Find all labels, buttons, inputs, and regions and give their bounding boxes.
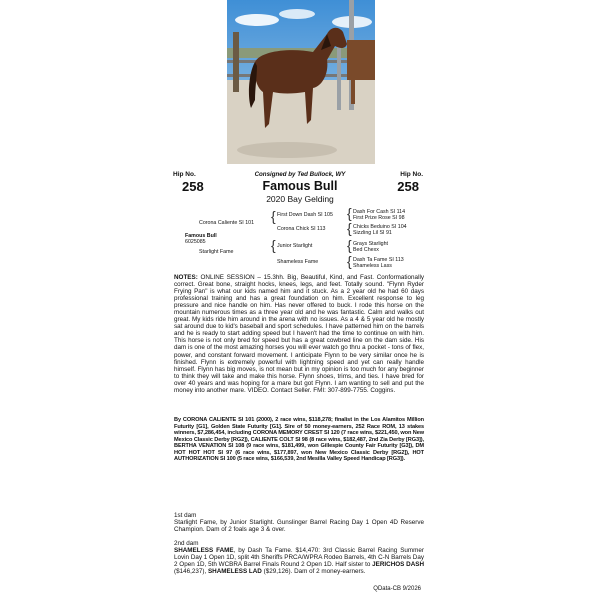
- brace-sire: {: [271, 208, 276, 224]
- pedigree-horse: Famous Bull: [185, 233, 217, 239]
- first-dam-text: Starlight Fame, by Junior Starlight. Gunslinger Barrel Racing Day 1 Open 4D Reserve Champion. Dam of 2 foals age 3 & over.: [174, 519, 424, 534]
- pedigree-ds: Junior Starlight: [277, 243, 313, 249]
- pedigree-ss: First Down Dash SI 105: [277, 212, 333, 218]
- first-dam-label: 1st dam: [174, 512, 197, 519]
- pedigree-sd: Corona Chick SI 113: [277, 226, 326, 232]
- pedigree-dd: Shameless Fame: [277, 259, 319, 265]
- pedigree-reg-number: 6025085: [185, 239, 206, 245]
- pedigree-dam: Starlight Fame: [199, 249, 234, 255]
- pedigree-sss: Dash For Cash SI 114: [353, 209, 406, 215]
- hip-label-left: Hip No.: [173, 171, 196, 178]
- pedigree-ssd: First Prize Rose SI 98: [353, 215, 405, 221]
- brace-dd: {: [347, 253, 352, 269]
- catalog-page: [171, 0, 429, 600]
- pedigree-ddd: Shameless Lass: [353, 263, 392, 269]
- consigned-by: Consigned by Ted Bullock, WY: [254, 171, 346, 178]
- jerichos-dash: JERICHOS DASH: [372, 561, 424, 569]
- pedigree-sds: Chicks Beduino SI 104: [353, 224, 407, 230]
- horse-photo: [227, 0, 375, 164]
- shameless-lad: SHAMELESS LAD: [207, 568, 262, 576]
- notes-paragraph: [174, 274, 424, 394]
- brace-ds: {: [347, 237, 352, 253]
- second-dam-text-b: ($146,237),: [174, 568, 208, 576]
- pedigree-sire: Corona Caliente SI 101: [199, 220, 255, 226]
- footer-code: QData-CB 9/2026: [373, 586, 421, 592]
- second-dam-text-a: , by Dash Ta Fame. $14,470: 3rd Classic Barrel Racing Summer Lovin Day 1 Open 1D, split 4th Sheriffs PRCA/WPRA Rodeo Barrels, 4th C-N Barrels Day 2 Open 1D, 5th WCBRA Barrel Finals Round 2 Open 1D. Half sister to: [174, 547, 424, 569]
- second-dam-label: 2nd dam: [174, 540, 199, 547]
- pedigree-sdd: Sizzling Lil SI 91: [353, 230, 392, 236]
- pedigree-dsd: Bed Chexx: [353, 247, 379, 253]
- hip-number-right: 258: [397, 179, 419, 194]
- second-dam-name: SHAMELESS FAME: [174, 547, 234, 554]
- brace-dam: {: [271, 237, 276, 253]
- notes-text: ONLINE SESSION – 15.3hh. Big, Beautiful, Kind, and Fast. Conformationally correct. Great bone, straight hocks, knees, legs, and feet. Totally sound. "Flynn Ryder Frying Pan" is what our kids named him and it stuck. As a 2 year old he had 60 days professional training and has a great foundation on him. Excellent response to leg pressure and nice handle on him. Has never offered to buck. I rode this horse on the mountain numerous times as a three year old and he was fantastic. Calm and walks out great. My kids ride him around in the arena with no issues. As a 4 & 5 year old he mostly sat around due to kid's baseball and sport schedules. I have patterned him on the barrels and he is ready to start adding speed but I haven't had the time to continue on with him. This horse is not only bred for speed but has a great cowbred line on the dam side. His dam is one of the most amazing horses you will ever watch go thru a pocket - tons of flex, power, and constant forward movement. I anticipate Flynn to be very similar once he is finished. Flynn is extremely powerful with lightning speed and yet can really handle himself. Flynn has big moves, is not mean but in my opinion is too much for any beginner to think they will take and make this horse. Flynn shoes, trims, and ties. I have bred for over 40 years and was hoping for a mare but got Flynn. I am wanting to sell and put the money into another mare. VIDEO. Contact Seller. FMI: 307-899-7755. Coggins.: [174, 274, 425, 394]
- brace-ss: {: [347, 205, 352, 221]
- year-color-sex: 2020 Bay Gelding: [266, 194, 334, 204]
- second-dam-text: [174, 547, 424, 575]
- pedigree-dss: Grays Starlight: [353, 241, 389, 247]
- horse-name: Famous Bull: [262, 179, 338, 193]
- hip-label-right: Hip No.: [400, 171, 423, 178]
- brace-sd: {: [347, 220, 352, 236]
- sire-info: By CORONA CALIENTE SI 101 (2000), 2 race wins, $118,278; finalist in the Los Alamitos Million Futurity [G1], Golden State Futurity [G1]. Sire of 50 money-earners, 252 Race ROM, 13 stakes winners, $7,286,454, including CORONA MEMORY CREST SI 120 (7 race wins, $221,450, won New Mexico Classic Derby [RG2]), CALIENTE COLT SI 98 (8 race wins, $182,487, 2nd Zia Derby [RG3]), BERTHA VENATION SI 108 (9 race wins, $181,499, won Gillespie County Fair Futurity [G3]), DM HOT HOT HOT SI 97 (6 race wins, $177,897, won New Mexico Classic Derby [RG2]), HOT AUTHORIZATION SI 100 (5 race wins, $166,539, 2nd Mesilla Valley Speed Handicap [RG3]).: [174, 417, 424, 463]
- second-dam-text-c: ($29,126). Dam of 2 money-earners.: [261, 568, 366, 576]
- hip-number-left: 258: [182, 179, 204, 194]
- pedigree-dds: Dash Ta Fame SI 113: [353, 257, 404, 263]
- notes-label: NOTES:: [174, 274, 198, 281]
